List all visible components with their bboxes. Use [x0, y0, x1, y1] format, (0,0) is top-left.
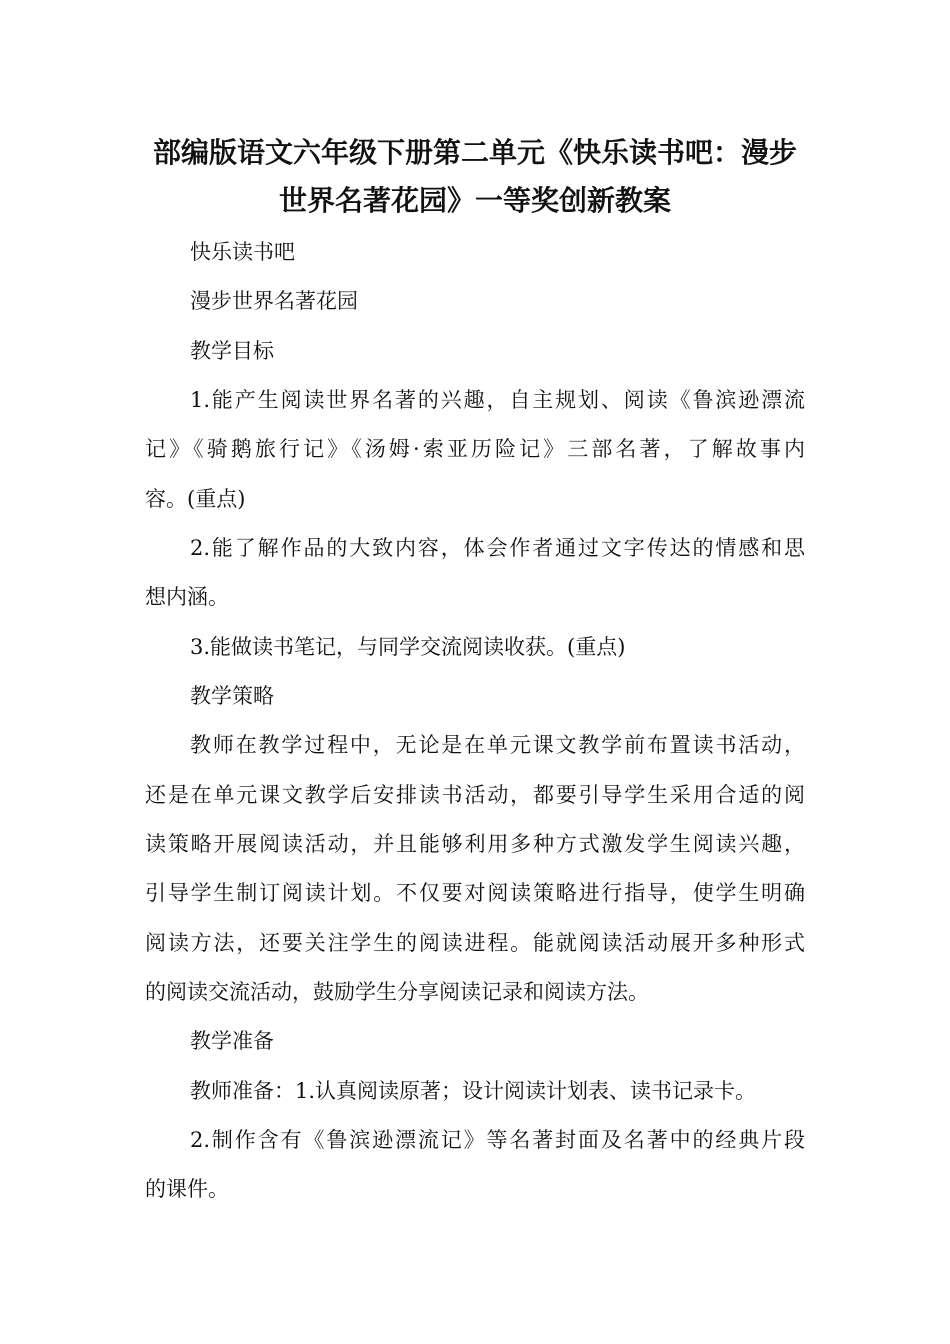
text-line: 1.能产生阅读世界名著的兴趣，自主规划、阅读《鲁滨逊漂流 — [190, 388, 805, 412]
text-line: 还是在单元课文教学后安排读书活动，都要引导学生采用合适的阅 — [145, 783, 805, 807]
text-line: 读策略开展阅读活动，并且能够利用多种方式激发学生阅读兴趣， — [145, 832, 805, 856]
text-line: 2.能了解作品的大致内容，体会作者通过文字传达的情感和思 — [190, 536, 805, 560]
text-line: 快乐读书吧 — [190, 240, 295, 264]
section-heading: 教学策略 — [190, 684, 274, 708]
section-heading: 教学目标 — [190, 339, 274, 363]
text-line: 引导学生制订阅读计划。不仅要对阅读策略进行指导，使学生明确 — [145, 881, 805, 905]
text-line: 2.制作含有《鲁滨逊漂流记》等名著封面及名著中的经典片段 — [190, 1128, 805, 1152]
text-line: 漫步世界名著花园 — [190, 289, 358, 313]
text-line: 想内涵。 — [145, 585, 229, 609]
text-line: 的阅读交流活动，鼓励学生分享阅读记录和阅读方法。 — [145, 980, 649, 1004]
text-line: 记》《骑鹅旅行记》《汤姆·索亚历险记》三部名著，了解故事内 — [145, 437, 805, 461]
text-line: 3.能做读书笔记，与同学交流阅读收获。(重点) — [190, 635, 626, 659]
text-line: 教师在教学过程中，无论是在单元课文教学前布置读书活动， — [190, 733, 805, 757]
document-title-line-2: 世界名著花园》一等奖创新教案 — [278, 184, 671, 217]
text-line: 的课件。 — [145, 1177, 229, 1201]
document-title-line-1: 部编版语文六年级下册第二单元《快乐读书吧：漫步 — [152, 136, 797, 169]
section-heading: 教学准备 — [190, 1029, 274, 1053]
text-line: 阅读方法，还要关注学生的阅读进程。能就阅读活动展开多种形式 — [145, 931, 805, 955]
text-line: 教师准备：1.认真阅读原著；设计阅读计划表、读书记录卡。 — [190, 1079, 757, 1103]
text-line: 容。(重点) — [145, 487, 246, 511]
